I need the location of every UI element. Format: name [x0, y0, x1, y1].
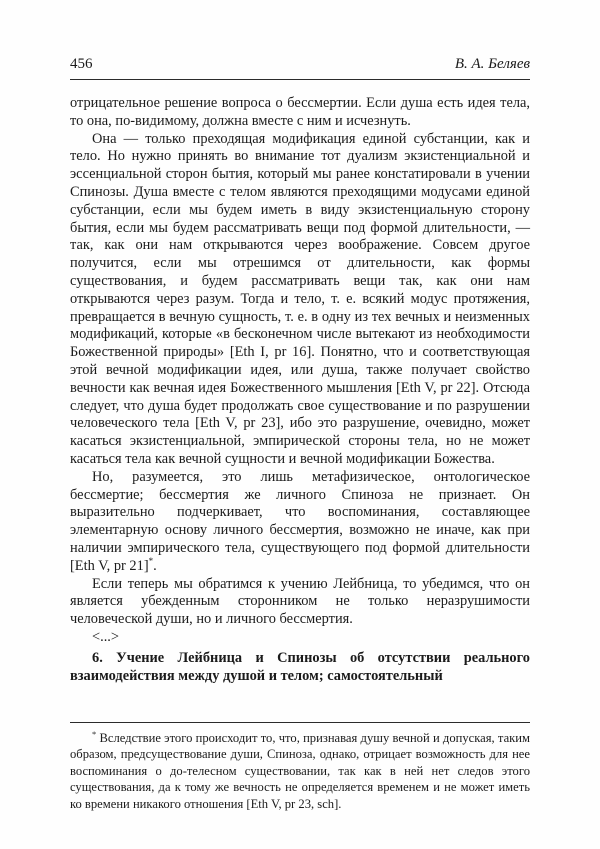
footnote: [70, 730, 530, 812]
paragraph-immortality-text: Но, разумеется, это лишь метафизическое, онтологическое бессмертие; бессмертия же личного Спиноза не признает. Он выразительно подчеркивает, что воспоминания, составляющее элементарную основу личного бессмертия, возможно не иначе, как при наличии эмпирического тела, существующего под формой длительности [Eth V, pr 21]: [70, 468, 530, 574]
header-rule: [70, 79, 530, 80]
paragraph-substance: Она — только преходящая модификация единой субстанции, как и тело. Но нужно принять во внимание тот дуализм экзистенциальной и эссенциальной сторон бытия, который мы ранее констатировали в учении Спинозы. Душа вместе с телом являются преходящими модусами единой субстанции, если мы будем иметь в виду экзистенциальную сторону бытия, если мы будем рассматривать вещи под формой длительности, — так, как они нам открываются через воображение. Совсем другое получится, если мы отрешимся от длительности, как формы существования, и будем рассматривать вещи так, как они нам открываются через разум. Тогда и тело, т. е. всякий модус протяжения, превращается в вечную сущность, т. е. в одну из тех вечных и неизменных модификаций, которые «в бесконечном числе вытекают из необходимости Божественной природы» [Eth I, pr 16]. Понятно, что и соответствующая этой вечной модификации идея, или душа, также получает свойство вечности как вечная идея Божественного мышления [Eth V, pr 22]. Отсюда следует, что душа будет продолжать свое существование и по разрушении человеческого тела [Eth V, pr 23], ибо это разрушение, очевидно, может касаться экзистенциальной, эмпирической стороны тела, но не может касаться тела как вечной сущности и вечной модификации Божества.: [70, 130, 530, 467]
footnote-text: Вследствие этого происходит то, что, признавая душу вечной и допуская, таким образом, предсуществование души, Спиноза, однако, отрицает возможность для нее воспоминания о до-телесном существовании, так как в ней нет следов этого существования, да к тому же вечность не определяется временем и не может иметь ко времени никакого отношения [Eth V, pr 23, sch].: [70, 731, 530, 811]
footnote-reference: *: [148, 555, 154, 566]
section-heading: 6. Учение Лейбница и Спинозы об отсутствии реального взаимодействия между душой и телом; самостоятельный: [70, 649, 530, 684]
paragraph-continuation: отрицательное решение вопроса о бессмертии. Если душа есть идея тела, то она, по-видимому, должна вместе с ним и исчезнуть.: [70, 95, 530, 129]
running-head-author: В. А. Беляев: [454, 56, 530, 72]
paragraph-leibniz: Если теперь мы обратимся к учению Лейбница, то убедимся, что он является убежденным сторонником не только неразрушимости человеческой души, но и личного бессмертия.: [70, 575, 530, 628]
paragraph-immortality-end: .: [153, 557, 157, 574]
footnote-area: [70, 722, 530, 812]
paragraph-immortality: [70, 469, 530, 576]
footnote-rule: [70, 722, 530, 723]
page-header: [70, 56, 530, 73]
page-number: 456: [70, 56, 93, 72]
body-text: [70, 95, 530, 685]
footnote-marker: *: [92, 728, 97, 739]
omission-mark: <...>: [92, 628, 120, 645]
